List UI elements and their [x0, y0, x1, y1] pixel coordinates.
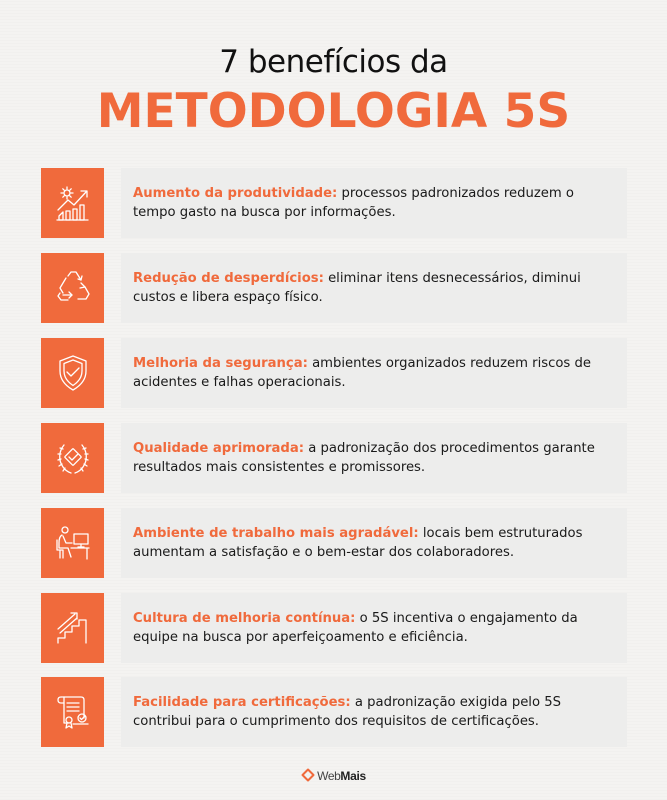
webmais-logo-mark-icon: [301, 768, 315, 782]
shield-check-icon: [52, 352, 94, 394]
benefit-item-continuous-improvement: [41, 593, 627, 663]
benefit-item-productivity: [41, 168, 627, 238]
benefit-card: [121, 593, 627, 663]
benefit-description: ambientes organizados reduzem riscos de acidentes e falhas operacionais.: [133, 356, 591, 390]
benefit-title: Ambiente de trabalho mais agradável:: [133, 526, 419, 541]
heading-line-2: METODOLOGIA 5S: [96, 84, 571, 139]
person-at-desk-icon: [52, 522, 94, 564]
benefit-title: Melhoria da segurança:: [133, 356, 308, 371]
stairs-arrow-icon: [52, 607, 94, 649]
logo-text-web: Web: [317, 769, 341, 783]
benefit-card: [121, 168, 627, 238]
benefit-item-safety: [41, 338, 627, 408]
benefit-description: processos padronizados reduzem o tempo gasto na busca por informações.: [133, 186, 574, 220]
benefit-text: [133, 524, 617, 562]
heading-line-1: 7 benefícios da: [219, 44, 448, 80]
benefit-item-certifications: [41, 677, 627, 747]
benefit-description: a padronização exigida pelo 5S contribui para o cumprimento dos requisitos de certificações.: [133, 695, 561, 729]
recycle-icon: [52, 267, 94, 309]
icon-tile: [41, 168, 104, 238]
laurel-check-icon: [52, 437, 94, 479]
benefit-item-waste-reduction: [41, 253, 627, 323]
webmais-logo: [0, 765, 667, 784]
benefit-title: Redução de desperdícios:: [133, 271, 324, 286]
benefit-text: [133, 693, 617, 731]
benefit-card: [121, 508, 627, 578]
benefit-item-quality: [41, 423, 627, 493]
icon-tile: [41, 253, 104, 323]
benefit-card: [121, 423, 627, 493]
benefit-description: eliminar itens desnecessários, diminui custos e libera espaço físico.: [133, 271, 581, 305]
logo-text-mais: Mais: [340, 769, 366, 783]
benefit-text: [133, 184, 617, 222]
icon-tile: [41, 677, 104, 747]
benefit-description: a padronização dos procedimentos garante resultados mais consistentes e promissores.: [133, 441, 595, 475]
benefit-description: locais bem estruturados aumentam a satisfação e o bem-estar dos colaboradores.: [133, 526, 583, 560]
benefit-item-work-environment: [41, 508, 627, 578]
certificate-scroll-icon: [52, 691, 94, 733]
benefit-card: [121, 253, 627, 323]
benefit-title: Facilidade para certificações:: [133, 695, 351, 710]
icon-tile: [41, 423, 104, 493]
icon-tile: [41, 593, 104, 663]
benefit-text: [133, 439, 617, 477]
benefit-text: [133, 354, 617, 392]
benefit-title: Qualidade aprimorada:: [133, 441, 305, 456]
productivity-chart-gear-icon: [52, 182, 94, 224]
icon-tile: [41, 338, 104, 408]
benefit-card: [121, 677, 627, 747]
benefit-text: [133, 609, 617, 647]
icon-tile: [41, 508, 104, 578]
benefit-title: Cultura de melhoria contínua:: [133, 611, 356, 626]
benefit-title: Aumento da produtividade:: [133, 186, 338, 201]
benefit-card: [121, 338, 627, 408]
benefit-description: o 5S incentiva o engajamento da equipe na busca por aperfeiçoamento e eficiência.: [133, 611, 578, 645]
benefit-text: [133, 269, 617, 307]
